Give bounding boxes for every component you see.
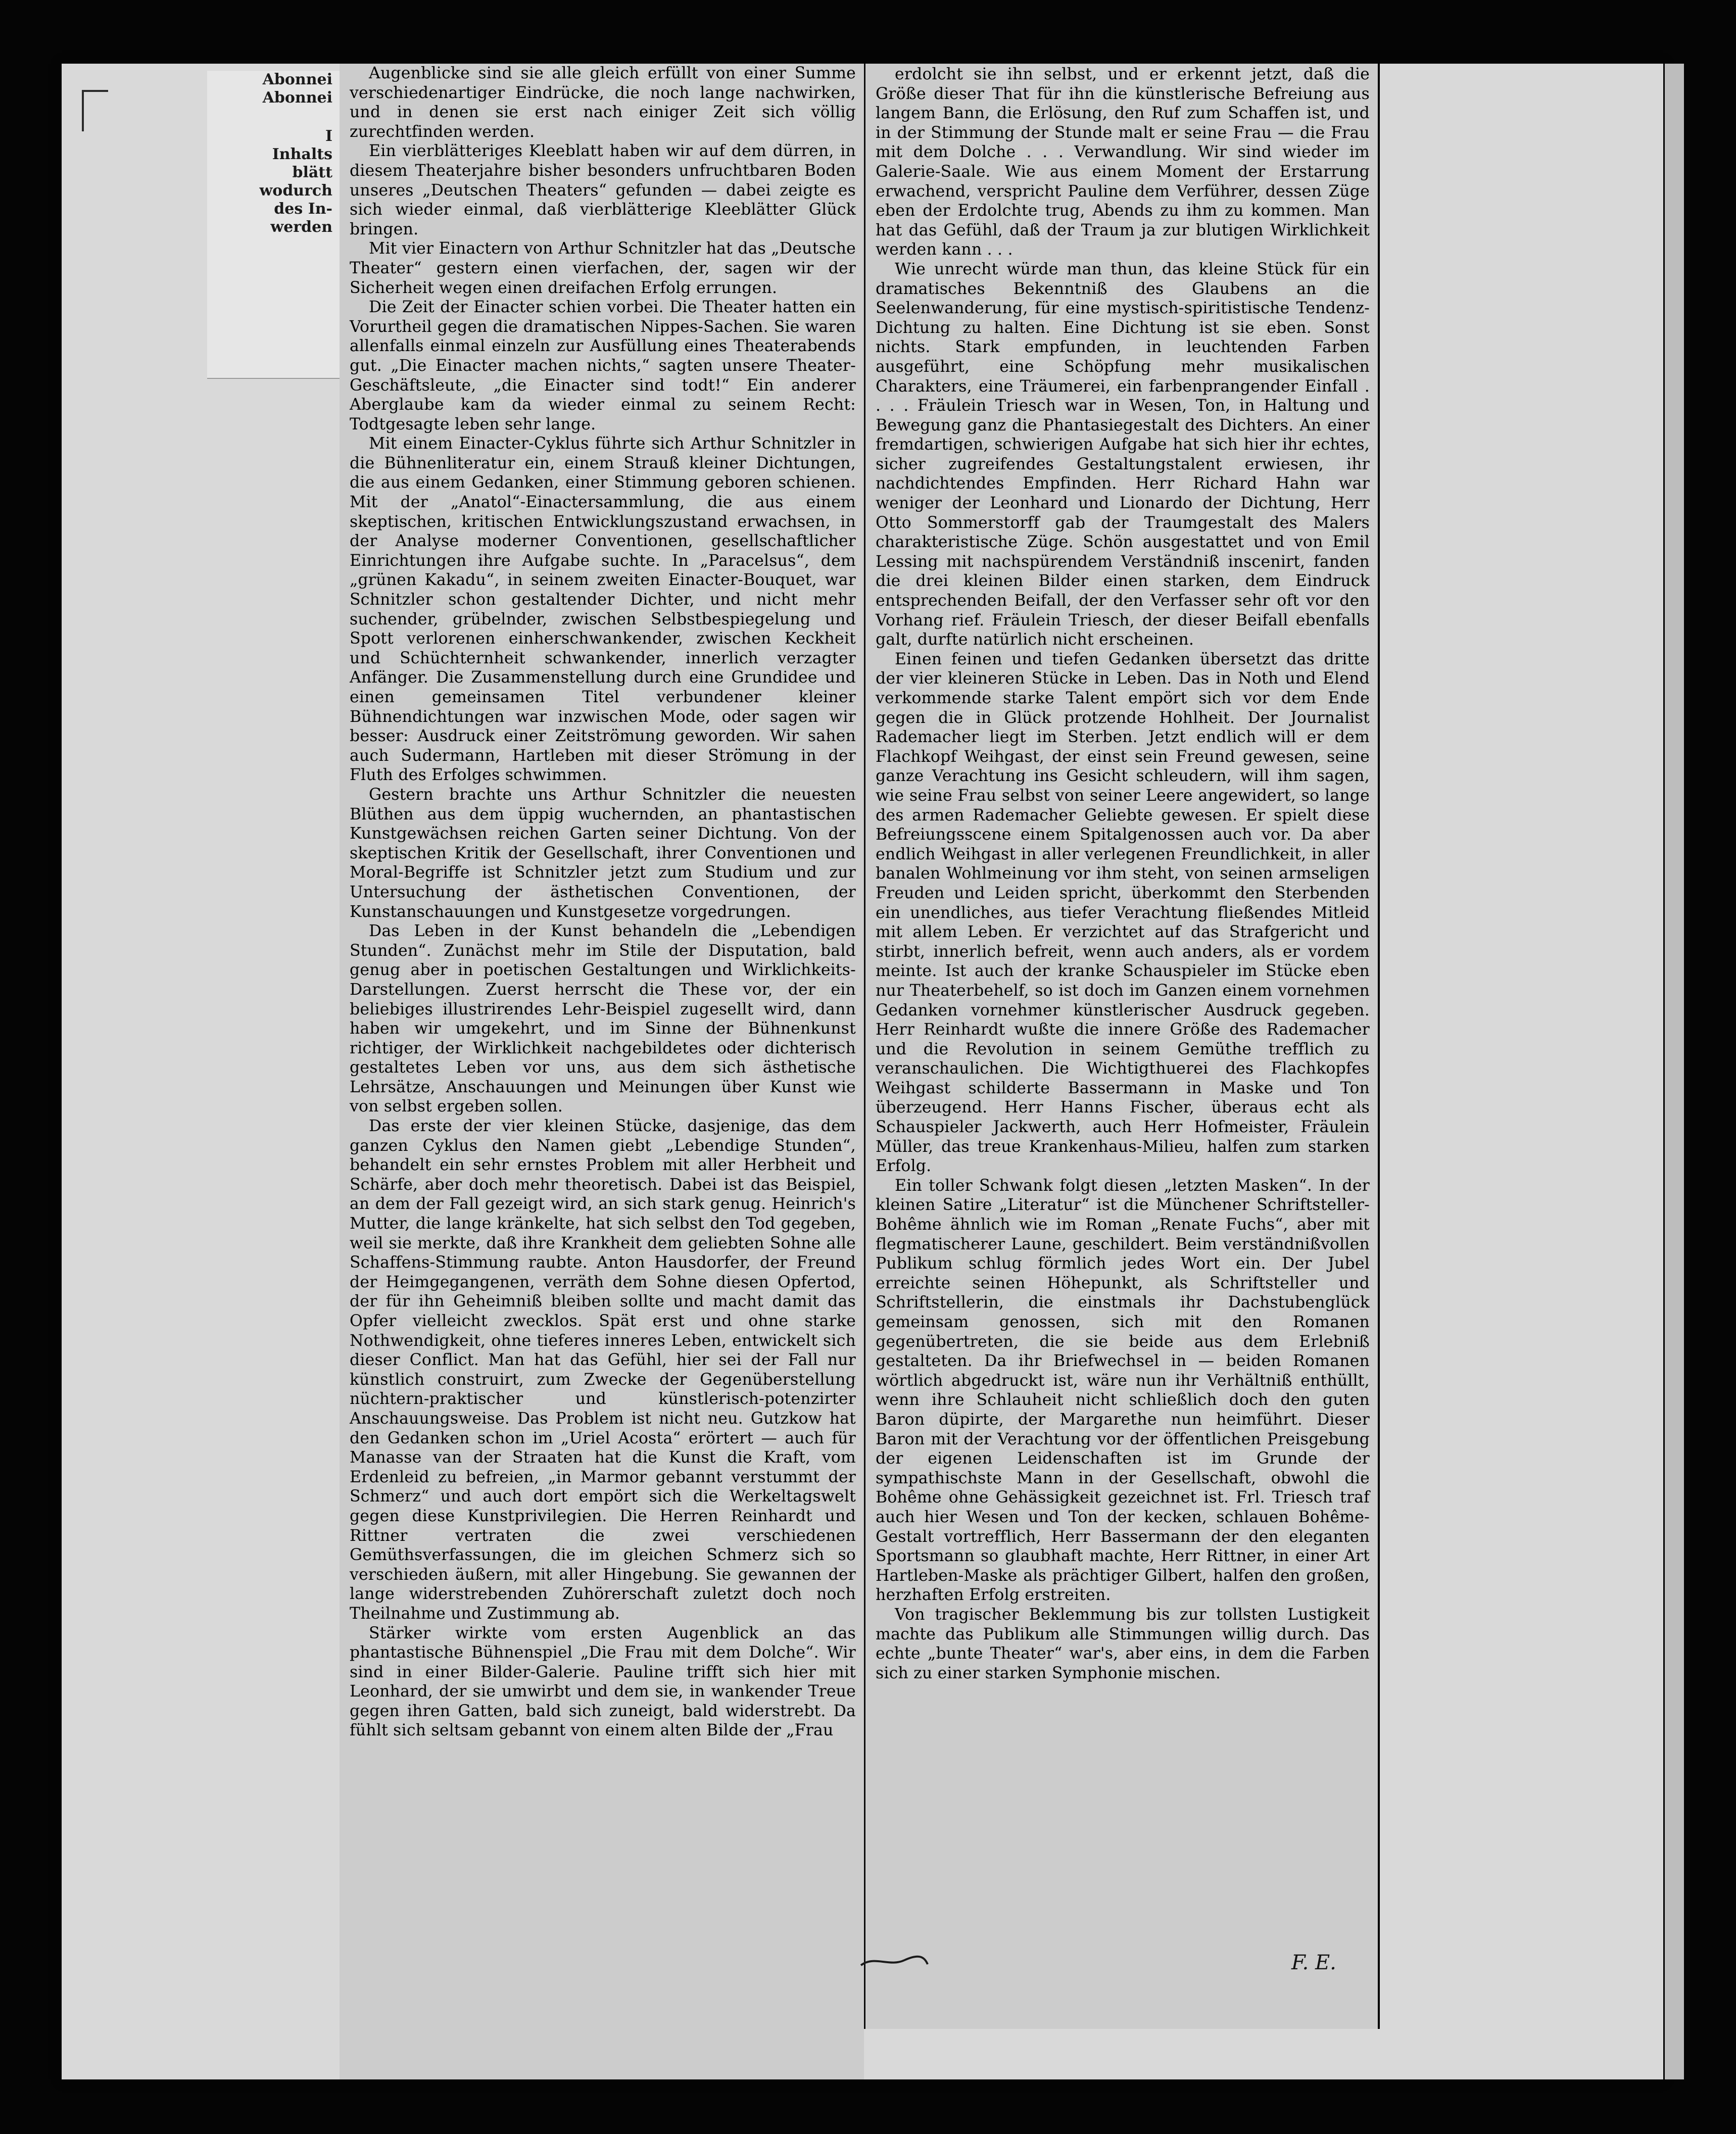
stub-line: I	[325, 127, 332, 145]
paragraph: Das Leben in der Kunst behandeln die „Lebendigen Stunden“. Zunächst mehr im Stile der Disputation, bald genug aber in poetischen Gestaltungen und Wirklichkeits-Darstellungen. Zuerst herrscht die These vor, der ein beliebiges illustrirendes Lehr-Beispiel zugesellt wird, dann haben wir umgekehrt, und im Sinne der Bühnenkunst richtiger, der Wirklichkeit nachgebildetes oder dichterisch gestaltetes Leben vor uns, aus dem sich ästhetische Lehrsätze, Anschauungen und Meinungen über Kunst wie von selbst ergeben sollen.	[350, 922, 856, 1116]
sheet-edge	[1665, 64, 1684, 2079]
paragraph: erdolcht sie ihn selbst, und er erkennt jetzt, daß die Größe dieser That für ihn die künstlerische Befreiung aus langem Bann, die Erlösung, den Ruf zum Schaffen ist, und in der Stimmung der Stunde malt er seine Frau — die Frau mit dem Dolche . . . Verwandlung. Wir sind wieder im Galerie-Saale. Wie aus einem Moment der Erstarrung erwachend, verspricht Pauline dem Verführer, dessen Züge eben der Erdolchte trug, Abends zu ihm zu kommen. Man hat das Gefühl, daß der Traum ja zur blutigen Wirklichkeit werden kann . . .	[876, 65, 1370, 259]
paragraph: Mit einem Einacter-Cyklus führte sich Arthur Schnitzler in die Bühnenliteratur ein, einem Strauß kleiner Dichtungen, die aus einem Gedanken, einer Stimmung geboren schienen. Mit der „Anatol“-Einactersammlung, die aus einem skeptischen, kritischen Entwicklungszustand erwachsen, in der Analyse moderner Conventionen, gesellschaftlicher Einrichtungen ihre Aufgabe suchte. In „Paracelsus“, dem „grünen Kakadu“, in seinem zweiten Einacter-Bouquet, war Schnitzler schon gestaltender Dichter, und nicht mehr suchender, grübelnder, zwischen Selbstbespiegelung und Spott verlorenen einherschwankender, zwischen Keckheit und Schüchternheit schwankender, innerlich verzagter Anfänger. Die Zusammenstellung durch eine Grundidee und einen gemeinsamen Titel verbundener kleiner Bühnendichtungen war inzwischen Mode, oder sagen wir besser: Ausdruck einer Zeitströmung geworden. Wir sahen auch Sudermann, Hartleben mit dieser Strömung in der Fluth des Erfolges schwimmen.	[350, 434, 856, 785]
pencil-scrawl-mark	[859, 1950, 930, 1970]
paragraph: Stärker wirkte vom ersten Augenblick an das phantastische Bühnenspiel „Die Frau mit dem Dolche“. Wir sind in einer Bilder-Galerie. Pauline trifft sich hier mit Leonhard, der sie umwirbt und dem sie, in wankender Treue gegen ihren Gatten, bald sich zuneigt, bald widerstrebt. Da fühlt sich seltsam gebannt von einem alten Bilde der „Frau	[350, 1624, 856, 1740]
author-signature: F. E.	[1291, 1951, 1336, 1974]
stub-line: Abonnei	[262, 89, 332, 107]
paragraph: Wie unrecht würde man thun, das kleine Stück für ein dramatisches Bekenntniß des Glaubens an die Seelenwanderung, für eine mystisch-spiritistische Tendenz-Dichtung zu halten. Eine Dichtung ist sie eben. Sonst nichts. Stark empfunden, in leuchtenden Farben ausgeführt, eine Schöpfung mehr musikalischen Charakters, eine Träumerei, ein farbenprangender Einfall . . . . Fräulein Triesch war in Wesen, Ton, in Haltung und Bewegung ganz die Phantasiegestalt des Dichters. An einer fremdartigen, schwierigen Aufgabe hat sich hier ihr echtes, sicher zugreifendes Gestaltungstalent erwiesen, ihr nachdichtendes Empfinden. Herr Richard Hahn war weniger der Leonhard und Lionardo der Dichtung, Herr Otto Sommerstorff gab der Traumgestalt des Malers charakteristische Züge. Schön ausgestattet und von Emil Lessing mit nachspürendem Verständniß inscenirt, fanden die drei kleinen Bilder einen starken, dem Eindruck entsprechenden Beifall, der den Verfasser sehr oft vor den Vorhang rief. Fräulein Triesch, der dieser Beifall ebenfalls galt, durfte natürlich nicht erscheinen.	[876, 260, 1370, 649]
paragraph: Augenblicke sind sie alle gleich erfüllt von einer Summe verschiedenartiger Eindrücke, die noch lange nachwirken, und in denen sie erst nach einiger Zeit sich völlig zurechtfinden werden.	[350, 64, 856, 141]
stub-line: Abonnei	[262, 71, 332, 88]
paragraph: Von tragischer Beklemmung bis zur tollsten Lustigkeit machte das Publikum alle Stimmungen willig durch. Das echte „bunte Theater“ war's, aber eins, in dem die Farben sich zu einer starken Symphonie mischen.	[876, 1605, 1370, 1682]
stub-line: werden	[270, 218, 332, 236]
article-column-right	[864, 64, 1380, 2029]
paragraph: Mit vier Einactern von Arthur Schnitzler hat das „Deutsche Theater“ gestern einen vierfachen, der, sagen wir der Sicherheit wegen einen dreifachen Erfolg errungen.	[350, 239, 856, 297]
stub-line: blätt	[292, 164, 332, 181]
stub-line: Inhalts	[272, 146, 332, 163]
paragraph: Ein vierblätteriges Kleeblatt haben wir auf dem dürren, in diesem Theaterjahre bisher besonders unfruchtbaren Boden unseres „Deutschen Theaters“ gefunden — dabei zeigte es sich wieder einmal, daß vierblätterige Kleeblätter Glück bringen.	[350, 142, 856, 238]
paragraph: Ein toller Schwank folgt diesen „letzten Masken“. In der kleinen Satire „Literatur“ ist die Münchener Schriftsteller-Bohême ähnlich wie im Roman „Renate Fuchs“, aber mit flegmatischerer Laune, geschildert. Beim verständnißvollen Publikum schlug förmlich jedes Wort ein. Der Jubel erreichte seinen Höhepunkt, als Schriftsteller und Schriftstellerin, die einstmals ihr Dachstubenglück gemeinsam genossen, sich mit den Romanen gegenübertreten, die sie beide aus dem Erlebniß gestalteten. Da ihr Briefwechsel in — beiden Romanen wörtlich abgedruckt ist, wäre nun ihr Verhältniß enthüllt, wenn ihre Schlauheit nicht schließlich doch den guten Baron düpirte, der Margarethe nun heimführt. Dieser Baron mit der Verachtung vor der öffentlichen Preisgebung der eigenen Leidenschaften ist im Grunde der sympathischste Mann in der Gesellschaft, obwohl die Bohême ohne Gehässigkeit gezeichnet ist. Frl. Triesch traf auch hier Wesen und Ton der kecken, schlauen Bohême-Gestalt vortrefflich, Herr Bassermann der den eleganten Sportsmann so glaubhaft machte, Herr Rittner, in einer Art Hartleben-Maske als prächtiger Gilbert, halfen den großen, herzhaften Erfolg erstreiten.	[876, 1176, 1370, 1605]
paragraph: Das erste der vier kleinen Stücke, dasjenige, das dem ganzen Cyklus den Namen giebt „Lebendige Stunden“, behandelt ein sehr ernstes Problem mit aller Herbheit und Schärfe, aber doch mehr theoretisch. Dabei ist das Beispiel, an dem der Fall gezeigt wird, an sich stark genug. Heinrich's Mutter, die lange kränkelte, hat sich selbst den Tod gegeben, weil sie merkte, daß ihre Krankheit dem geliebten Sohne alle Schaffens-Stimmung raubte. Anton Hausdorfer, der Freund der Heimgegangenen, verräth dem Sohne diesen Opfertod, der für ihn Geheimniß bleiben sollte und macht damit das Opfer vielleicht zwecklos. Spät erst und ohne starke Nothwendigkeit, ohne tieferes inneres Leben, entwickelt sich dieser Conflict. Man hat das Gefühl, hier sei der Fall nur künstlich construirt, zum Zwecke der Gegenüberstellung nüchtern-praktischer und künstlerisch-potenzirter Anschauungsweise. Das Problem ist nicht neu. Gutzkow hat den Gedanken schon im „Uriel Acosta“ erörtert — auch für Manasse van der Straaten hat die Kunst die Kraft, vom Erdenleid zu befreien, „in Marmor gebannt verstummt der Schmerz“ und auch dort empört sich die Werkeltagswelt gegen diese Kunstprivilegien. Die Herren Reinhardt und Rittner vertraten die zwei verschiedenen Gemüthsverfassungen, die im gleichen Schmerz sich so verschieden äußern, mit aller Hingebung. Sie gewannen der lange widerstrebenden Zuhörerschaft zuletzt doch noch Theilnahme und Zustimmung ab.	[350, 1117, 856, 1623]
article-column-left	[340, 64, 864, 2079]
sidebar-stub	[207, 71, 341, 379]
stub-line: des In-	[274, 200, 332, 218]
stub-line: wodurch	[259, 182, 332, 200]
stub-gap	[207, 107, 340, 127]
paragraph: Einen feinen und tiefen Gedanken übersetzt das dritte der vier kleineren Stücke in Leben. Das in Noth und Elend verkommende starke Talent empört sich vor dem Ende gegen die in Glück protzende Hohlheit. Der Journalist Rademacher liegt im Sterben. Jetzt endlich will er dem Flachkopf Weihgast, der einst sein Freund gewesen, seine ganze Verachtung ins Gesicht schleudern, will ihm sagen, wie seine Frau selbst von seiner Leere angewidert, so lange des armen Rademacher Geliebte gewesen. Er spielt diese Befreiungsscene einem Spitalgenossen auch vor. Da aber endlich Weihgast in aller verlegenen Freundlichkeit, in aller banalen Wohlmeinung vor ihm steht, von seinen armseligen Freuden und Leiden spricht, überkommt den Sterbenden ein unendliches, aus tiefer Verachtung fließendes Mitleid mit allem Leben. Er verzichtet auf das Strafgericht und stirbt, innerlich befreit, wenn auch anders, als er vordem meinte. Ist auch der kranke Schauspieler im Stücke eben nur Theaterbehelf, so ist doch im Ganzen einem vornehmen Gedanken vornehmer künstlerischer Ausdruck gegeben. Herr Reinhardt wußte die innere Größe des Rademacher und die Revolution in seinem Gemüthe trefflich zu veranschaulichen. Die Wichtigthuerei des Flachkopfes Weihgast schilderte Bassermann in Maske und Ton überzeugend. Herr Hanns Fischer, überaus echt als Schauspieler Jackwerth, auch Herr Hofmeister, Fräulein Müller, das treue Krankenhaus-Milieu, halfen zum starken Erfolg.	[876, 650, 1370, 1176]
paragraph: Die Zeit der Einacter schien vorbei. Die Theater hatten ein Vorurtheil gegen die dramatischen Nippes-Sachen. Sie waren allenfalls einmal einzeln zur Ausfüllung eines Theaterabends gut. „Die Einacter machen nichts,“ sagten unsere Theater-Geschäftsleute, „die Einacter sind todt!“ Ein anderer Aberglaube kam da wieder einmal zu seinem Recht: Todtgesagte leben sehr lange.	[350, 298, 856, 433]
crop-corner-mark	[82, 90, 108, 131]
paragraph: Gestern brachte uns Arthur Schnitzler die neuesten Blüthen aus dem üppig wuchernden, an phantastischen Kunstgewächsen reichen Garten seiner Dichtung. Von der skeptischen Kritik der Gesellschaft, ihrer Conventionen und Moral-Begriffe ist Schnitzler jetzt zum Studium und zur Untersuchung der ästhetischen Conventionen, der Kunstanschauungen und Kunstgesetze vorgedrungen.	[350, 785, 856, 921]
